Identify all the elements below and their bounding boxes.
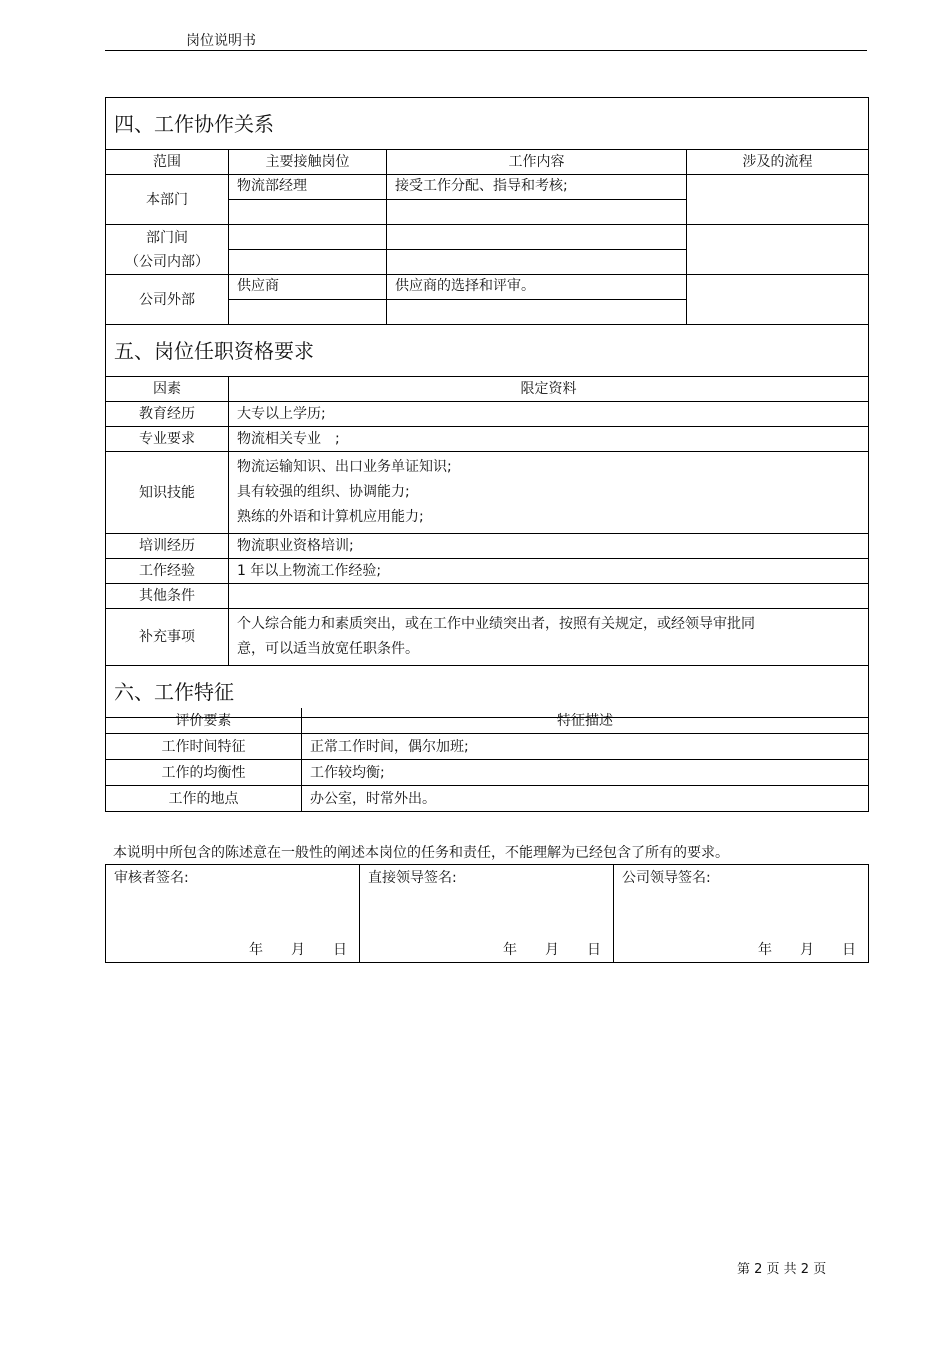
signature-date: 年 月 日 xyxy=(249,942,347,958)
column-header-factor: 因素 xyxy=(106,377,229,402)
process-cell xyxy=(687,225,869,275)
requirement-cell-other xyxy=(229,584,869,609)
contact-post-cell xyxy=(229,300,387,325)
contact-post-cell xyxy=(229,200,387,225)
work-characteristics-table xyxy=(105,708,869,812)
signature-table xyxy=(105,864,869,963)
factor-cell-training: 培训经历 xyxy=(106,534,229,559)
feature-description-cell: 工作较均衡; xyxy=(302,760,869,786)
supplement-line: 个人综合能力和素质突出，或在工作中业绩突出者，按照有关规定，或经领导审批同 xyxy=(237,616,755,632)
document-header-title: 岗位说明书 xyxy=(186,33,256,49)
scope-label-line1: 部门间 xyxy=(146,229,188,246)
factor-cell-experience: 工作经验 xyxy=(106,559,229,584)
evaluation-factor-cell: 工作的均衡性 xyxy=(106,760,302,786)
signature-cell-company-leader[interactable] xyxy=(614,865,869,963)
skill-line: 具有较强的组织、协调能力; xyxy=(237,484,410,500)
feature-description-cell: 正常工作时间，偶尔加班; xyxy=(302,734,869,760)
section-title-qualifications: 五、岗位任职资格要求 xyxy=(106,325,869,377)
skill-line: 物流运输知识、出口业务单证知识; xyxy=(237,459,452,475)
factor-cell-other: 其他条件 xyxy=(106,584,229,609)
evaluation-factor-cell: 工作时间特征 xyxy=(106,734,302,760)
process-cell xyxy=(687,275,869,325)
process-cell xyxy=(687,175,869,225)
requirement-cell-major: 物流相关专业 ; xyxy=(229,427,869,452)
column-header-scope: 范围 xyxy=(106,150,229,175)
signature-label: 公司领导签名: xyxy=(622,870,711,886)
signature-cell-direct-leader[interactable] xyxy=(360,865,614,963)
requirement-cell-skills xyxy=(229,452,869,534)
supplement-line: 意，可以适当放宽任职条件。 xyxy=(237,641,419,657)
contact-post-cell xyxy=(229,250,387,275)
column-header-contact-post: 主要接触岗位 xyxy=(229,150,387,175)
scope-cell-external: 公司外部 xyxy=(106,275,229,325)
signature-cell-reviewer[interactable] xyxy=(106,865,360,963)
work-content-cell xyxy=(387,225,687,250)
work-content-cell xyxy=(387,250,687,275)
requirement-cell-experience: 1 年以上物流工作经验; xyxy=(229,559,869,584)
evaluation-factor-cell: 工作的地点 xyxy=(106,786,302,812)
work-content-cell: 接受工作分配、指导和考核; xyxy=(387,175,687,200)
signature-label: 审核者签名: xyxy=(114,870,189,886)
work-content-cell xyxy=(387,300,687,325)
header-divider xyxy=(105,50,867,51)
column-header-feature-description: 特征描述 xyxy=(302,708,869,734)
scope-cell-department: 本部门 xyxy=(106,175,229,225)
work-content-cell xyxy=(387,200,687,225)
page-number: 第 2 页 共 2 页 xyxy=(737,1262,827,1277)
section-title-collaboration: 四、工作协作关系 xyxy=(106,98,869,150)
column-header-evaluation-factor: 评价要素 xyxy=(106,708,302,734)
contact-post-cell xyxy=(229,225,387,250)
contact-post-cell: 供应商 xyxy=(229,275,387,300)
column-header-work-content: 工作内容 xyxy=(387,150,687,175)
factor-cell-education: 教育经历 xyxy=(106,402,229,427)
scope-cell-inter-department xyxy=(106,225,229,275)
column-header-process: 涉及的流程 xyxy=(687,150,869,175)
work-content-cell: 供应商的选择和评审。 xyxy=(387,275,687,300)
factor-cell-major: 专业要求 xyxy=(106,427,229,452)
factor-cell-supplement: 补充事项 xyxy=(106,609,229,666)
signature-label: 直接领导签名: xyxy=(368,870,457,886)
factor-cell-skills: 知识技能 xyxy=(106,452,229,534)
requirement-cell-training: 物流职业资格培训; xyxy=(229,534,869,559)
disclaimer-note: 本说明中所包含的陈述意在一般性的阐述本岗位的任务和责任，不能理解为已经包含了所有的要求。 xyxy=(113,845,729,861)
skill-line: 熟练的外语和计算机应用能力; xyxy=(237,509,424,525)
column-header-requirement: 限定资料 xyxy=(229,377,869,402)
signature-date: 年 月 日 xyxy=(503,942,601,958)
requirement-cell-education: 大专以上学历; xyxy=(229,402,869,427)
job-description-table xyxy=(105,97,869,718)
feature-description-cell: 办公室，时常外出。 xyxy=(302,786,869,812)
requirement-cell-supplement xyxy=(229,609,869,666)
scope-label-line2: （公司内部） xyxy=(125,253,209,270)
section-title-work-characteristics: 六、工作特征 xyxy=(106,666,869,718)
contact-post-cell: 物流部经理 xyxy=(229,175,387,200)
signature-date: 年 月 日 xyxy=(758,942,856,958)
